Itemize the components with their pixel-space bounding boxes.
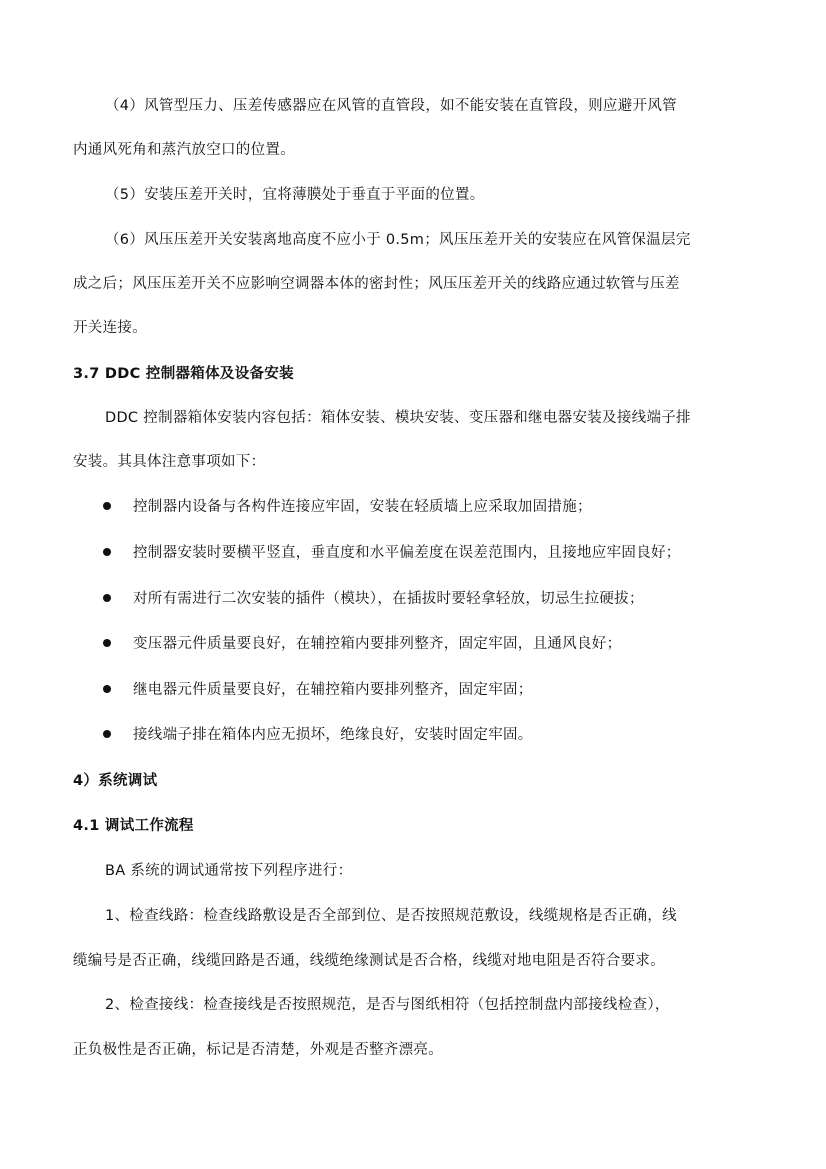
bullet-dot-icon: [103, 594, 111, 602]
bullet-item: [103, 497, 592, 517]
paragraph-6-line-1: （6）风压压差开关安装离地高度不应小于 0.5m；风压压差开关的安装应在风管保温层完: [105, 232, 691, 248]
bullet-dot-icon: [103, 502, 111, 510]
bullet-text: 控制器内设备与各构件连接应牢固，安装在轻质墙上应采取加固措施；: [133, 499, 592, 515]
section-3-7-intro-line-1: DDC 控制器箱体安装内容包括：箱体安装、模块安装、变压器和继电器安装及接线端子排: [105, 410, 691, 426]
step-1-line-1: 1、检查线路：检查线路敷设是否全部到位、是否按照规范敷设，线缆规格是否正确，线: [105, 908, 677, 924]
bullet-dot-icon: [103, 548, 111, 556]
paragraph-5-line-1: （5）安装压差开关时，宜将薄膜处于垂直于平面的位置。: [105, 187, 485, 203]
bullet-text: 接线端子排在箱体内应无损坏，绝缘良好，安装时固定牢固。: [133, 727, 533, 743]
bullet-item: [103, 634, 621, 654]
bullet-dot-icon: [103, 730, 111, 738]
paragraph-6-line-2: 成之后；风压压差开关不应影响空调器本体的密封性；风压压差开关的线路应通过软管与压差: [73, 276, 680, 292]
section-3-7-heading: 3.7 DDC 控制器箱体及设备安装: [73, 366, 294, 382]
bullet-item: [103, 680, 533, 700]
bullet-text: 变压器元件质量要良好，在辅控箱内要排列整齐，固定牢固，且通风良好；: [133, 636, 622, 652]
bullet-text: 控制器安装时要横平竖直，垂直度和水平偏差度在误差范围内，且接地应牢固良好；: [133, 545, 681, 561]
step-1-line-2: 缆编号是否正确，线缆回路是否通，线缆绝缘测试是否合格，线缆对地电阻是否符合要求。: [73, 953, 665, 969]
section-4-heading: 4）系统调试: [73, 773, 158, 789]
bullet-item: [103, 543, 681, 563]
bullet-dot-icon: [103, 639, 111, 647]
bullet-item: [103, 589, 644, 609]
paragraph-6-line-3: 开关连接。: [73, 320, 147, 336]
paragraph-4-line-1: （4）风管型压力、压差传感器应在风管的直管段，如不能安装在直管段，则应避开风管: [105, 98, 677, 114]
bullet-item: [103, 725, 533, 745]
step-2-line-1: 2、检查接线：检查接线是否按照规范，是否与图纸相符（包括控制盘内部接线检查），: [105, 997, 670, 1013]
step-2-line-2: 正负极性是否正确，标记是否清楚，外观是否整齐漂亮。: [73, 1042, 443, 1058]
bullet-text: 继电器元件质量要良好，在辅控箱内要排列整齐，固定牢固；: [133, 682, 533, 698]
paragraph-4-line-2: 内通风死角和蒸汽放空口的位置。: [73, 142, 295, 158]
section-4-1-heading: 4.1 调试工作流程: [73, 818, 194, 834]
bullet-text: 对所有需进行二次安装的插件（模块），在插拔时要轻拿轻放，切忌生拉硬拔；: [133, 591, 644, 607]
section-4-1-intro: BA 系统的调试通常按下列程序进行：: [105, 863, 353, 879]
section-3-7-intro-line-2: 安装。其具体注意事项如下：: [73, 454, 266, 470]
bullet-dot-icon: [103, 685, 111, 693]
